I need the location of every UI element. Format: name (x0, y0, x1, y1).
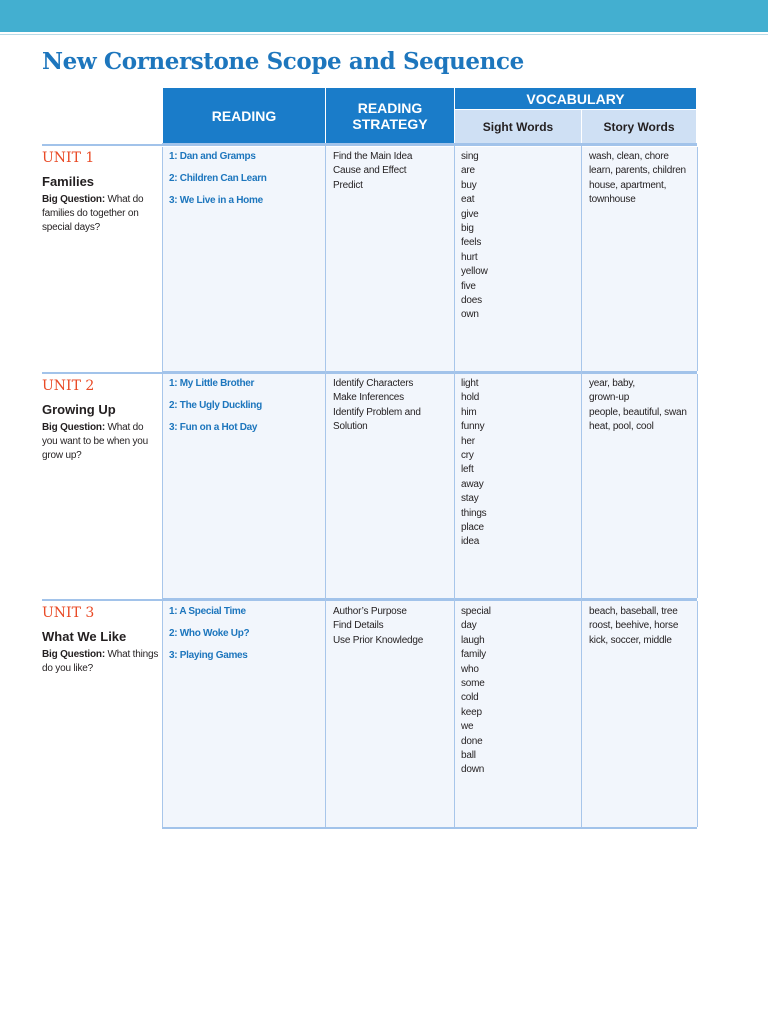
unit-2-readings (169, 377, 262, 443)
big-question-text: What things do you like? (42, 649, 159, 674)
unit-title: What We Like (42, 629, 127, 644)
page-title: New Cornerstone Scope and Sequence (42, 48, 524, 75)
strategy-item: Use Prior Knowledge (333, 634, 424, 646)
strategy-item: Author’s Purpose (333, 606, 407, 617)
strategy-item: Find the Main Idea (333, 151, 413, 162)
column-divider (325, 146, 326, 827)
sight-word: we (461, 721, 474, 733)
reading-link[interactable]: 1: My Little Brother (169, 378, 255, 389)
sight-word: hurt (461, 251, 478, 263)
reading-link[interactable]: 3: Playing Games (169, 650, 248, 661)
sight-word: ball (461, 750, 476, 762)
strategy-item: Find Details (333, 620, 384, 632)
story-words-line: roost, beehive, horse (589, 620, 679, 632)
sight-word: idea (461, 536, 480, 548)
unit-1-info (42, 150, 160, 235)
sight-word: away (461, 478, 484, 490)
row-divider (162, 143, 697, 146)
sight-word: cold (461, 692, 479, 704)
row-divider-left (42, 144, 162, 146)
unit-2-strategies (333, 377, 421, 435)
strategy-item: Solution (333, 421, 368, 433)
unit-label: UNIT 2 (42, 378, 95, 394)
reading-link[interactable]: 3: We Live in a Home (169, 195, 263, 206)
header-vocabulary: VOCABULARY (455, 88, 696, 109)
sight-word: him (461, 406, 477, 418)
story-words-line: house, apartment, (589, 179, 667, 191)
sight-word: some (461, 678, 485, 690)
unit-1-story-words (589, 150, 686, 208)
row-divider-left (42, 372, 162, 374)
story-words-line: beach, baseball, tree (589, 606, 678, 617)
story-words-line: kick, soccer, middle (589, 634, 672, 646)
header-reading: READING (163, 88, 325, 143)
big-question-text: What do you want to be when you grow up? (42, 422, 149, 461)
unit-label: UNIT 3 (42, 605, 95, 621)
sight-word: yellow (461, 266, 488, 278)
unit-3-story-words (589, 605, 678, 648)
strategy-item: Identify Problem and (333, 406, 421, 418)
sight-word: give (461, 208, 479, 220)
top-color-band (0, 0, 768, 32)
sight-word: hold (461, 392, 480, 404)
big-question (42, 421, 160, 463)
strategy-item: Identify Characters (333, 378, 414, 389)
sight-word: feels (461, 237, 482, 249)
sight-word: stay (461, 493, 479, 505)
story-words-line: grown-up (589, 392, 630, 404)
reading-link[interactable]: 1: A Special Time (169, 606, 246, 617)
sight-word: big (461, 223, 474, 235)
unit-2-sight-words (461, 377, 487, 550)
big-question-label: Big Question: (42, 649, 105, 660)
story-words-line: year, baby, (589, 378, 635, 389)
sight-word: sing (461, 151, 479, 162)
column-divider (581, 146, 582, 827)
unit-2-story-words (589, 377, 687, 435)
reading-link[interactable]: 1: Dan and Gramps (169, 151, 256, 162)
unit-title: Families (42, 174, 95, 189)
sight-word: cry (461, 450, 474, 462)
big-question (42, 648, 160, 676)
unit-1-readings (169, 150, 267, 216)
sight-word: five (461, 280, 476, 292)
column-divider (454, 146, 455, 827)
table-bottom-line (162, 827, 697, 829)
sight-word: light (461, 378, 479, 389)
sight-word: place (461, 522, 484, 534)
unit-title: Growing Up (42, 402, 116, 417)
sight-word: buy (461, 179, 477, 191)
row-divider-left (42, 599, 162, 601)
story-words-line: people, beautiful, swan (589, 406, 687, 418)
big-question (42, 193, 160, 235)
sight-word: family (461, 649, 486, 661)
unit-3-strategies (333, 605, 423, 648)
unit-3-readings (169, 605, 249, 671)
reading-link[interactable]: 2: The Ugly Duckling (169, 400, 262, 411)
sight-word: funny (461, 421, 485, 433)
unit-3-info (42, 605, 160, 676)
row-divider (162, 371, 697, 374)
reading-link[interactable]: 2: Who Woke Up? (169, 628, 250, 639)
sight-word: laugh (461, 634, 485, 646)
big-question-text: What do families do together on special days? (42, 194, 144, 233)
unit-1-strategies (333, 150, 412, 193)
strategy-item: Predict (333, 179, 363, 191)
header-reading-strategy: READING STRATEGY (326, 88, 454, 143)
unit-2-info (42, 378, 160, 463)
strategy-item: Make Inferences (333, 392, 404, 404)
story-words-line: heat, pool, cool (589, 421, 654, 433)
sight-word: left (461, 464, 474, 476)
header-story-words: Story Words (582, 110, 696, 143)
header-sight-words: Sight Words (455, 110, 581, 143)
strategy-item: Cause and Effect (333, 165, 407, 177)
story-words-line: townhouse (589, 194, 636, 206)
sight-word: keep (461, 706, 482, 718)
reading-link[interactable]: 2: Children Can Learn (169, 173, 267, 184)
top-rule (0, 34, 768, 35)
story-words-line: learn, parents, children (589, 165, 686, 177)
sight-word: done (461, 735, 483, 747)
unit-3-sight-words (461, 605, 491, 778)
unit-label: UNIT 1 (42, 150, 95, 166)
sight-word: eat (461, 194, 475, 206)
sight-word: things (461, 507, 487, 519)
unit-1-sight-words (461, 150, 488, 323)
sight-word: her (461, 435, 475, 447)
sight-word: own (461, 309, 479, 321)
big-question-label: Big Question: (42, 422, 105, 433)
sight-word: day (461, 620, 477, 632)
story-words-line: wash, clean, chore (589, 151, 669, 162)
sight-word: down (461, 764, 485, 776)
row-divider (162, 598, 697, 601)
sight-word: does (461, 295, 482, 307)
sight-word: special (461, 606, 491, 617)
big-question-label: Big Question: (42, 194, 105, 205)
reading-link[interactable]: 3: Fun on a Hot Day (169, 422, 258, 433)
sight-word: who (461, 663, 479, 675)
sight-word: are (461, 165, 475, 177)
